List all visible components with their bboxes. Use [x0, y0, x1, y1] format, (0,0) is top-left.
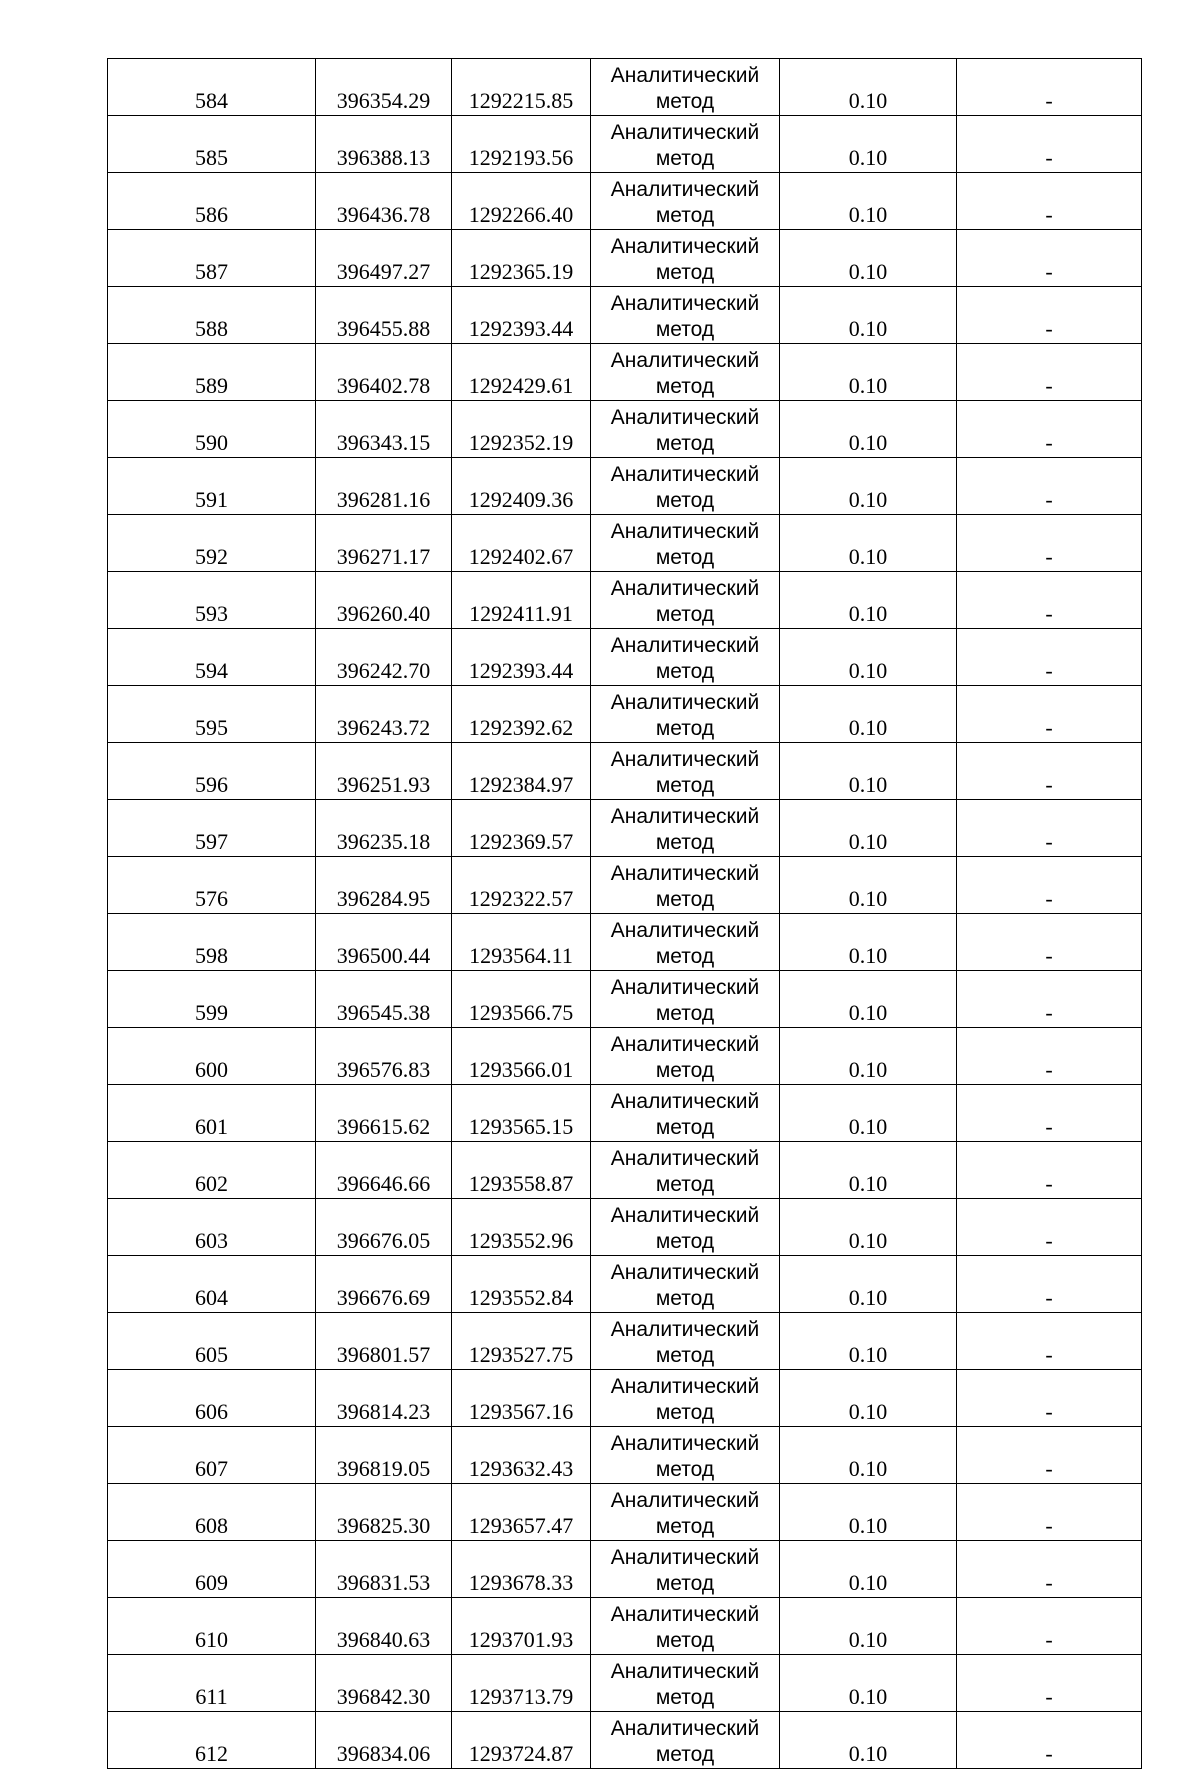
accuracy-cell: 0.10 [780, 1598, 957, 1655]
y-coordinate-cell: 1293724.87 [452, 1712, 591, 1769]
method-label-line: метод [655, 204, 715, 227]
note-cell: - [957, 1655, 1142, 1712]
method-cell [591, 230, 780, 287]
y-coordinate-cell: 1292266.40 [452, 173, 591, 230]
y-coordinate-cell: 1292193.56 [452, 116, 591, 173]
point-number-cell: 609 [108, 1541, 316, 1598]
y-coordinate-cell: 1293552.96 [452, 1199, 591, 1256]
accuracy-cell: 0.10 [780, 1028, 957, 1085]
method-label-line: метод [655, 147, 715, 170]
accuracy-cell: 0.10 [780, 629, 957, 686]
method-label-line: Аналитический [610, 634, 760, 657]
method-label-line: метод [655, 261, 715, 284]
method-cell [591, 1484, 780, 1541]
y-coordinate-cell: 1292365.19 [452, 230, 591, 287]
x-coordinate-cell: 396455.88 [316, 287, 452, 344]
y-coordinate-cell: 1292409.36 [452, 458, 591, 515]
accuracy-cell: 0.10 [780, 1085, 957, 1142]
table-row [108, 1313, 1142, 1370]
table-row [108, 173, 1142, 230]
y-coordinate-cell: 1293713.79 [452, 1655, 591, 1712]
x-coordinate-cell: 396242.70 [316, 629, 452, 686]
y-coordinate-cell: 1293701.93 [452, 1598, 591, 1655]
point-number-cell: 606 [108, 1370, 316, 1427]
method-cell [591, 572, 780, 629]
accuracy-cell: 0.10 [780, 1427, 957, 1484]
method-label-line: метод [655, 318, 715, 341]
method-label-line: Аналитический [610, 1147, 760, 1170]
x-coordinate-cell: 396646.66 [316, 1142, 452, 1199]
note-cell: - [957, 971, 1142, 1028]
method-cell [591, 1028, 780, 1085]
method-cell [591, 1655, 780, 1712]
point-number-cell: 598 [108, 914, 316, 971]
y-coordinate-cell: 1292369.57 [452, 800, 591, 857]
x-coordinate-cell: 396497.27 [316, 230, 452, 287]
note-cell: - [957, 1541, 1142, 1598]
method-label-line: Аналитический [610, 1090, 760, 1113]
table-row [108, 1370, 1142, 1427]
method-cell [591, 1142, 780, 1199]
method-label-line: Аналитический [610, 1489, 760, 1512]
accuracy-cell: 0.10 [780, 401, 957, 458]
x-coordinate-cell: 396676.69 [316, 1256, 452, 1313]
method-label-line: Аналитический [610, 178, 760, 201]
method-cell [591, 629, 780, 686]
table-row [108, 800, 1142, 857]
point-number-cell: 603 [108, 1199, 316, 1256]
x-coordinate-cell: 396271.17 [316, 515, 452, 572]
method-cell [591, 800, 780, 857]
accuracy-cell: 0.10 [780, 1541, 957, 1598]
accuracy-cell: 0.10 [780, 1256, 957, 1313]
table-row [108, 1484, 1142, 1541]
x-coordinate-cell: 396436.78 [316, 173, 452, 230]
method-label-line: Аналитический [610, 1603, 760, 1626]
x-coordinate-cell: 396801.57 [316, 1313, 452, 1370]
table-row [108, 344, 1142, 401]
method-label-line: Аналитический [610, 919, 760, 942]
accuracy-cell: 0.10 [780, 1142, 957, 1199]
note-cell: - [957, 1085, 1142, 1142]
method-cell [591, 1712, 780, 1769]
x-coordinate-cell: 396284.95 [316, 857, 452, 914]
accuracy-cell: 0.10 [780, 1712, 957, 1769]
method-label-line: метод [655, 717, 715, 740]
method-cell [591, 344, 780, 401]
table-row [108, 629, 1142, 686]
method-cell [591, 743, 780, 800]
table-row [108, 914, 1142, 971]
method-label-line: метод [655, 90, 715, 113]
point-number-cell: 607 [108, 1427, 316, 1484]
point-number-cell: 612 [108, 1712, 316, 1769]
table-row [108, 1028, 1142, 1085]
point-number-cell: 576 [108, 857, 316, 914]
accuracy-cell: 0.10 [780, 116, 957, 173]
note-cell: - [957, 515, 1142, 572]
y-coordinate-cell: 1293566.01 [452, 1028, 591, 1085]
note-cell: - [957, 1256, 1142, 1313]
x-coordinate-cell: 396545.38 [316, 971, 452, 1028]
point-number-cell: 597 [108, 800, 316, 857]
method-label-line: Аналитический [610, 805, 760, 828]
table-row [108, 686, 1142, 743]
method-label-line: метод [655, 774, 715, 797]
method-cell [591, 914, 780, 971]
point-number-cell: 592 [108, 515, 316, 572]
accuracy-cell: 0.10 [780, 686, 957, 743]
method-label-line: метод [655, 603, 715, 626]
x-coordinate-cell: 396840.63 [316, 1598, 452, 1655]
accuracy-cell: 0.10 [780, 1484, 957, 1541]
table-body [108, 59, 1142, 1769]
accuracy-cell: 0.10 [780, 971, 957, 1028]
table-row [108, 971, 1142, 1028]
method-cell [591, 1199, 780, 1256]
x-coordinate-cell: 396825.30 [316, 1484, 452, 1541]
note-cell: - [957, 743, 1142, 800]
point-number-cell: 610 [108, 1598, 316, 1655]
method-label-line: метод [655, 945, 715, 968]
note-cell: - [957, 116, 1142, 173]
y-coordinate-cell: 1293527.75 [452, 1313, 591, 1370]
y-coordinate-cell: 1292429.61 [452, 344, 591, 401]
method-cell [591, 971, 780, 1028]
note-cell: - [957, 230, 1142, 287]
note-cell: - [957, 572, 1142, 629]
table-row [108, 59, 1142, 116]
table-row [108, 1655, 1142, 1712]
method-cell [591, 515, 780, 572]
point-number-cell: 589 [108, 344, 316, 401]
method-label-line: Аналитический [610, 1717, 760, 1740]
table-row [108, 1598, 1142, 1655]
y-coordinate-cell: 1293564.11 [452, 914, 591, 971]
note-cell: - [957, 59, 1142, 116]
note-cell: - [957, 1313, 1142, 1370]
method-label-line: Аналитический [610, 235, 760, 258]
y-coordinate-cell: 1293558.87 [452, 1142, 591, 1199]
x-coordinate-cell: 396676.05 [316, 1199, 452, 1256]
method-label-line: метод [655, 1230, 715, 1253]
method-cell [591, 1256, 780, 1313]
note-cell: - [957, 344, 1142, 401]
method-label-line: метод [655, 1059, 715, 1082]
note-cell: - [957, 1199, 1142, 1256]
method-cell [591, 1313, 780, 1370]
note-cell: - [957, 1370, 1142, 1427]
method-label-line: Аналитический [610, 691, 760, 714]
method-label-line: метод [655, 1629, 715, 1652]
note-cell: - [957, 629, 1142, 686]
table-row [108, 1712, 1142, 1769]
x-coordinate-cell: 396576.83 [316, 1028, 452, 1085]
method-label-line: метод [655, 1344, 715, 1367]
method-label-line: метод [655, 375, 715, 398]
y-coordinate-cell: 1293678.33 [452, 1541, 591, 1598]
method-cell [591, 401, 780, 458]
point-number-cell: 584 [108, 59, 316, 116]
x-coordinate-cell: 396343.15 [316, 401, 452, 458]
x-coordinate-cell: 396615.62 [316, 1085, 452, 1142]
method-label-line: Аналитический [610, 1546, 760, 1569]
method-label-line: метод [655, 1686, 715, 1709]
x-coordinate-cell: 396260.40 [316, 572, 452, 629]
x-coordinate-cell: 396281.16 [316, 458, 452, 515]
y-coordinate-cell: 1292392.62 [452, 686, 591, 743]
point-number-cell: 585 [108, 116, 316, 173]
y-coordinate-cell: 1293566.75 [452, 971, 591, 1028]
accuracy-cell: 0.10 [780, 914, 957, 971]
y-coordinate-cell: 1292322.57 [452, 857, 591, 914]
note-cell: - [957, 1142, 1142, 1199]
table-row [108, 857, 1142, 914]
table-row [108, 1541, 1142, 1598]
method-label-line: метод [655, 489, 715, 512]
method-label-line: метод [655, 1743, 715, 1766]
point-number-cell: 608 [108, 1484, 316, 1541]
method-cell [591, 857, 780, 914]
accuracy-cell: 0.10 [780, 1655, 957, 1712]
method-label-line: Аналитический [610, 463, 760, 486]
accuracy-cell: 0.10 [780, 344, 957, 401]
method-label-line: Аналитический [610, 121, 760, 144]
method-label-line: метод [655, 888, 715, 911]
x-coordinate-cell: 396831.53 [316, 1541, 452, 1598]
method-label-line: метод [655, 546, 715, 569]
point-number-cell: 595 [108, 686, 316, 743]
table-row [108, 116, 1142, 173]
y-coordinate-cell: 1292411.91 [452, 572, 591, 629]
method-cell [591, 59, 780, 116]
accuracy-cell: 0.10 [780, 1313, 957, 1370]
x-coordinate-cell: 396402.78 [316, 344, 452, 401]
method-label-line: метод [655, 1572, 715, 1595]
coordinates-table [107, 58, 1142, 1769]
method-cell [591, 1370, 780, 1427]
point-number-cell: 594 [108, 629, 316, 686]
note-cell: - [957, 1427, 1142, 1484]
point-number-cell: 591 [108, 458, 316, 515]
accuracy-cell: 0.10 [780, 1370, 957, 1427]
method-label-line: Аналитический [610, 577, 760, 600]
method-cell [591, 1427, 780, 1484]
accuracy-cell: 0.10 [780, 800, 957, 857]
y-coordinate-cell: 1292402.67 [452, 515, 591, 572]
y-coordinate-cell: 1292393.44 [452, 629, 591, 686]
note-cell: - [957, 1598, 1142, 1655]
note-cell: - [957, 287, 1142, 344]
method-cell [591, 1085, 780, 1142]
table-row [108, 515, 1142, 572]
y-coordinate-cell: 1292393.44 [452, 287, 591, 344]
method-label-line: метод [655, 1116, 715, 1139]
method-label-line: Аналитический [610, 976, 760, 999]
table-row [108, 572, 1142, 629]
table-row [108, 458, 1142, 515]
accuracy-cell: 0.10 [780, 572, 957, 629]
method-label-line: Аналитический [610, 406, 760, 429]
accuracy-cell: 0.10 [780, 173, 957, 230]
x-coordinate-cell: 396819.05 [316, 1427, 452, 1484]
method-label-line: метод [655, 660, 715, 683]
note-cell: - [957, 173, 1142, 230]
method-label-line: Аналитический [610, 349, 760, 372]
accuracy-cell: 0.10 [780, 59, 957, 116]
method-label-line: метод [655, 831, 715, 854]
table-row [108, 1142, 1142, 1199]
x-coordinate-cell: 396388.13 [316, 116, 452, 173]
method-label-line: Аналитический [610, 748, 760, 771]
note-cell: - [957, 914, 1142, 971]
method-label-line: Аналитический [610, 1204, 760, 1227]
point-number-cell: 600 [108, 1028, 316, 1085]
table-row [108, 1199, 1142, 1256]
note-cell: - [957, 857, 1142, 914]
point-number-cell: 593 [108, 572, 316, 629]
x-coordinate-cell: 396354.29 [316, 59, 452, 116]
x-coordinate-cell: 396235.18 [316, 800, 452, 857]
y-coordinate-cell: 1292384.97 [452, 743, 591, 800]
y-coordinate-cell: 1292352.19 [452, 401, 591, 458]
method-label-line: Аналитический [610, 292, 760, 315]
y-coordinate-cell: 1293657.47 [452, 1484, 591, 1541]
note-cell: - [957, 1028, 1142, 1085]
table-row [108, 230, 1142, 287]
accuracy-cell: 0.10 [780, 1199, 957, 1256]
method-label-line: Аналитический [610, 1660, 760, 1683]
x-coordinate-cell: 396842.30 [316, 1655, 452, 1712]
accuracy-cell: 0.10 [780, 515, 957, 572]
point-number-cell: 611 [108, 1655, 316, 1712]
point-number-cell: 599 [108, 971, 316, 1028]
method-cell [591, 458, 780, 515]
method-cell [591, 1598, 780, 1655]
method-label-line: метод [655, 1458, 715, 1481]
x-coordinate-cell: 396814.23 [316, 1370, 452, 1427]
note-cell: - [957, 1484, 1142, 1541]
method-label-line: Аналитический [610, 1261, 760, 1284]
accuracy-cell: 0.10 [780, 857, 957, 914]
accuracy-cell: 0.10 [780, 230, 957, 287]
point-number-cell: 602 [108, 1142, 316, 1199]
point-number-cell: 596 [108, 743, 316, 800]
point-number-cell: 590 [108, 401, 316, 458]
method-cell [591, 1541, 780, 1598]
note-cell: - [957, 800, 1142, 857]
y-coordinate-cell: 1293567.16 [452, 1370, 591, 1427]
method-cell [591, 287, 780, 344]
method-cell [591, 116, 780, 173]
point-number-cell: 588 [108, 287, 316, 344]
table-row [108, 1256, 1142, 1313]
y-coordinate-cell: 1293552.84 [452, 1256, 591, 1313]
x-coordinate-cell: 396251.93 [316, 743, 452, 800]
note-cell: - [957, 1712, 1142, 1769]
accuracy-cell: 0.10 [780, 287, 957, 344]
accuracy-cell: 0.10 [780, 458, 957, 515]
method-label-line: Аналитический [610, 1318, 760, 1341]
method-label-line: Аналитический [610, 1033, 760, 1056]
x-coordinate-cell: 396243.72 [316, 686, 452, 743]
method-cell [591, 686, 780, 743]
table-row [108, 287, 1142, 344]
point-number-cell: 604 [108, 1256, 316, 1313]
table-row [108, 401, 1142, 458]
note-cell: - [957, 458, 1142, 515]
note-cell: - [957, 686, 1142, 743]
x-coordinate-cell: 396834.06 [316, 1712, 452, 1769]
point-number-cell: 586 [108, 173, 316, 230]
method-label-line: метод [655, 1401, 715, 1424]
point-number-cell: 601 [108, 1085, 316, 1142]
table-row [108, 1085, 1142, 1142]
table-row [108, 1427, 1142, 1484]
y-coordinate-cell: 1293565.15 [452, 1085, 591, 1142]
point-number-cell: 587 [108, 230, 316, 287]
accuracy-cell: 0.10 [780, 743, 957, 800]
method-label-line: метод [655, 1173, 715, 1196]
method-cell [591, 173, 780, 230]
method-label-line: метод [655, 1002, 715, 1025]
point-number-cell: 605 [108, 1313, 316, 1370]
method-label-line: Аналитический [610, 1375, 760, 1398]
y-coordinate-cell: 1293632.43 [452, 1427, 591, 1484]
method-label-line: метод [655, 432, 715, 455]
method-label-line: метод [655, 1287, 715, 1310]
method-label-line: Аналитический [610, 64, 760, 87]
table-row [108, 743, 1142, 800]
x-coordinate-cell: 396500.44 [316, 914, 452, 971]
note-cell: - [957, 401, 1142, 458]
method-label-line: Аналитический [610, 520, 760, 543]
method-label-line: метод [655, 1515, 715, 1538]
y-coordinate-cell: 1292215.85 [452, 59, 591, 116]
method-label-line: Аналитический [610, 1432, 760, 1455]
method-label-line: Аналитический [610, 862, 760, 885]
